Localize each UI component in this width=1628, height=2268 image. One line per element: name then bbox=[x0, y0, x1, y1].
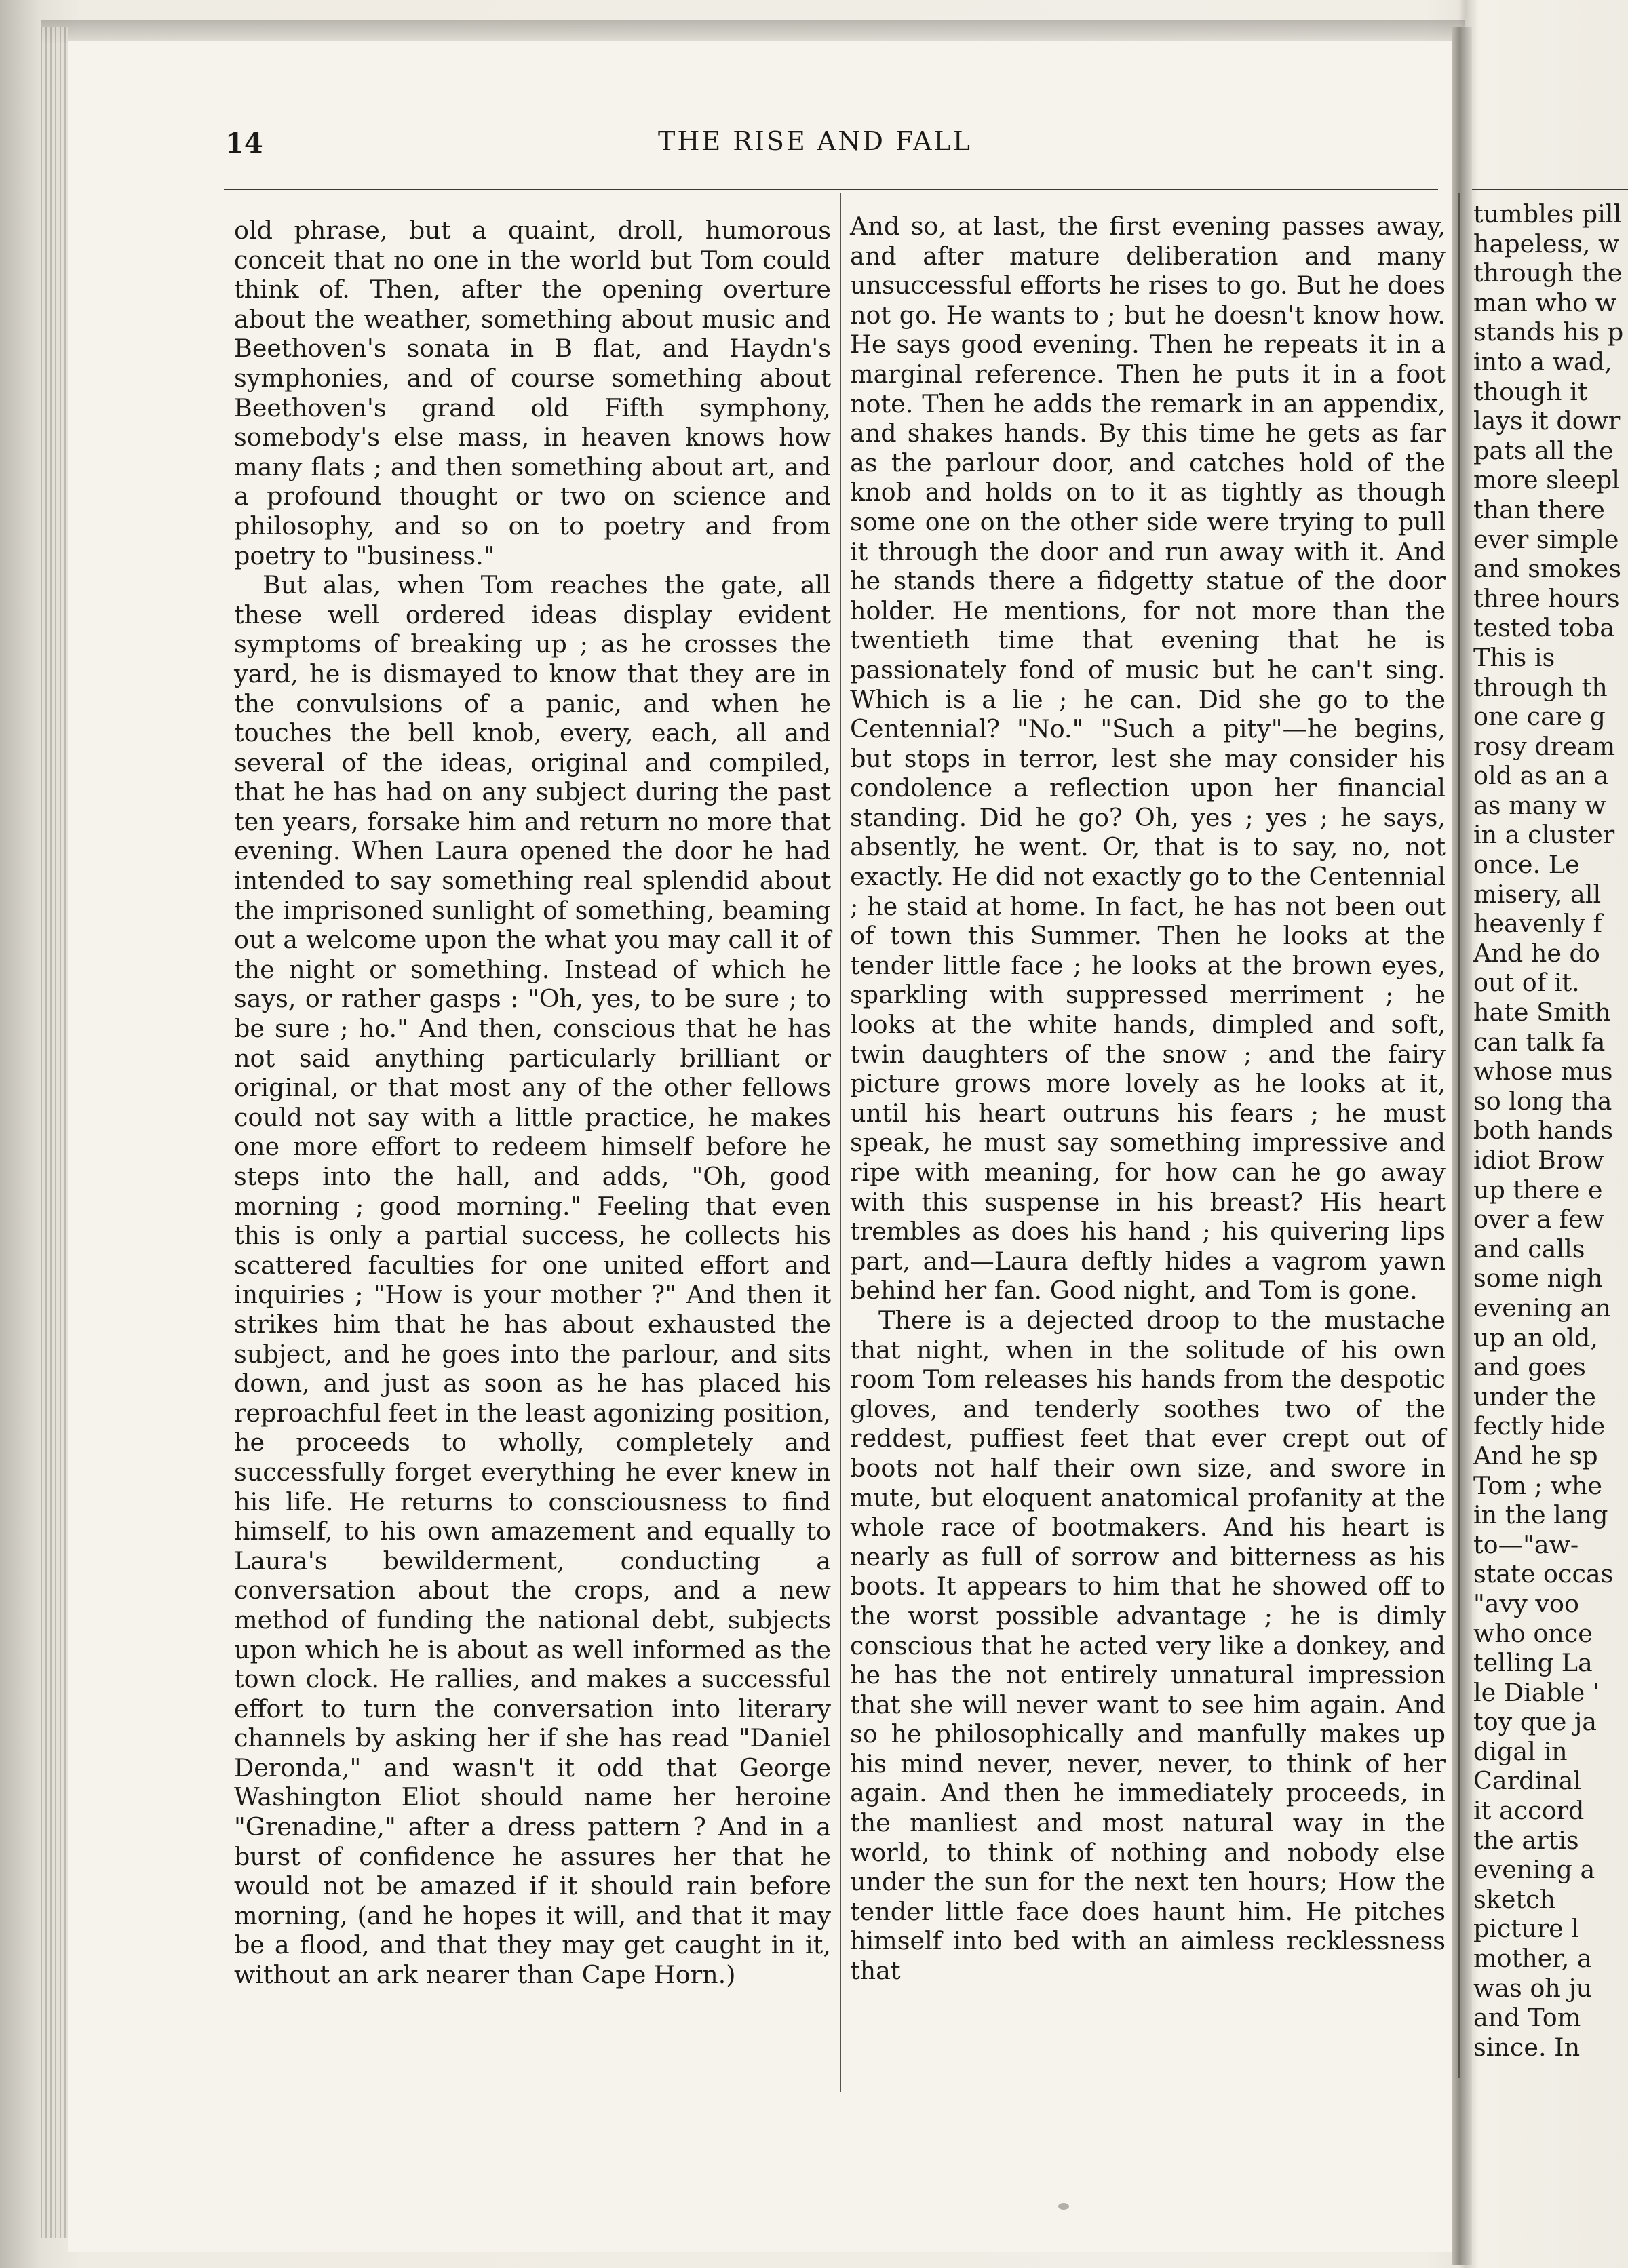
facing-page-line: heavenly f bbox=[1473, 909, 1603, 939]
text-column-left bbox=[234, 216, 831, 1990]
facing-page-line: up an old, bbox=[1473, 1323, 1598, 1352]
facing-page-line: to—"aw- bbox=[1473, 1529, 1579, 1559]
facing-page-line: misery, all bbox=[1473, 879, 1602, 909]
facing-page-line: pats all the bbox=[1473, 435, 1614, 465]
facing-page-line: than there bbox=[1473, 494, 1605, 524]
facing-page-line: the artis bbox=[1473, 1825, 1579, 1855]
facing-page-line: evening a bbox=[1473, 1855, 1595, 1885]
text-column-right bbox=[850, 212, 1446, 1986]
column-divider bbox=[840, 193, 841, 2092]
facing-page-line: was oh ju bbox=[1473, 1973, 1593, 2003]
facing-page-line: idiot Brow bbox=[1473, 1146, 1604, 1175]
paragraph: But alas, when Tom reaches the gate, all these well ordered ideas display evident symptoms of breaking up ; as he crosses the yard, he is dismayed to know that they are in the convulsions of a panic, and when he touches the bell knob, every, each, all and several of the ideas, original and compiled, that he has had on any subject during the past ten years, forsake him and return no more that evening. When Laura opened the door he had intended to say something real splendid about the imprisoned sunlight of something, beaming out a welcome upon the what you may call it of the night or something. Instead of which he says, or rather gasps : "Oh, yes, to be sure ; to be sure ; ho." And then, conscious that he has not said anything particularly brilliant or original, or that most any of the other fellows could not say with a little practice, he makes one more effort to redeem himself before he steps into the hall, and adds, "Oh, good morning ; good morning." Feeling that even this is only a partial success, he collects his scattered faculties for one united effort and inquiries ; "How is your mother ?" And then it strikes him that he has about exhausted the subject, and he goes into the parlour, and sits down, and just as soon as he has placed his reproachful feet in the least agonizing position, he proceeds to wholly, completely and successfully forget everything he ever knew in his life. He returns to consciousness to find himself, to his own amazement and equally to Laura's bewilderment, conducting a conversation about the crops, and a new method of funding the national debt, subjects upon which he is about as well informed as the town clock. He rallies, and makes a successful effort to turn the conversation into literary channels by asking her if she has read "Daniel Deronda," and wasn't it odd that George Washington Eliot should name her heroine "Grenadine," after a dress pattern ? And in a burst of confidence he assures her that he would not be amazed if it should rain before morning, (and he hopes it will, and that it may be a flood, and that they may get caught in it, without an ark nearer than Cape Horn.) bbox=[234, 570, 831, 1990]
facing-page-line: up there e bbox=[1473, 1175, 1603, 1205]
facing-page-line: fectly hide bbox=[1473, 1411, 1606, 1441]
facing-page-line: under the bbox=[1473, 1382, 1596, 1411]
paragraph: old phrase, but a quaint, droll, humorous conceit that no one in the world but Tom could think of. Then, after the opening overture about the weather, something about music and Beethoven's sonata in B flat, and Haydn's symphonies, and of course something about Beethoven's grand old Fifth symphony, somebody's else mass, in heaven knows how many flats ; and then something about art, and a profound thought or two on science and philosophy, and so on to poetry and from poetry to "business." bbox=[234, 216, 831, 570]
facing-page-line: And he do bbox=[1473, 938, 1600, 968]
facing-page-line: one care g bbox=[1473, 702, 1606, 732]
paragraph: And so, at last, the first evening passes away, and after mature deliberation and many unsuccessful efforts he rises to go. But he does not go. He wants to ; but he doesn't know how. He says good evening. Then he repeats it in a marginal reference. Then he puts it in a foot note. Then he adds the remark in an appendix, and shakes hands. By this time he gets as far as the parlour door, and catches hold of the knob and holds on to it as tightly as though some one on the other side were trying to pull it through the door and run away with it. And he stands there a fidgetty statue of the door holder. He mentions, for not more than the twentieth time that evening that he is passionately fond of music but he can't sing. Which is a lie ; he can. Did she go to the Centennial? "No." "Such a pity"—he begins, but stops in terror, lest she may consider his condolence a reflection upon her financial standing. Did he go? Oh, yes ; yes ; he says, absently, he went. Or, that is to say, no, not exactly. He did not exactly go to the Centennial ; he staid at home. In fact, he has not been out of town this Summer. Then he looks at the tender little face ; he looks at the brown eyes, sparkling with suppressed merriment ; he looks at the white hands, dimpled and soft, twin daughters of the snow ; and the fairy picture grows more lovely as he looks at it, until his heart outruns his fears ; he must speak, he must say something impressive and ripe with meaning, for how can he go away with this suspense in his breast? His heart trembles as does his hand ; his quivering lips part, and—Laura deftly hides a vagrom yawn behind her fan. Good night, and Tom is gone. bbox=[850, 212, 1446, 1306]
facing-page-line: telling La bbox=[1473, 1648, 1593, 1678]
facing-page-line: This is bbox=[1473, 642, 1555, 672]
facing-page-line: "avy voo bbox=[1473, 1588, 1579, 1618]
facing-page-line: three hours bbox=[1473, 583, 1620, 613]
facing-page-line: lays it dowr bbox=[1473, 406, 1621, 436]
facing-page-line: more sleepl bbox=[1473, 465, 1620, 495]
facing-page-line: since. In bbox=[1473, 2032, 1581, 2062]
facing-page-line: it accord bbox=[1473, 1796, 1585, 1826]
facing-page-line: as many w bbox=[1473, 790, 1606, 820]
facing-page-line: and smokes bbox=[1473, 554, 1622, 584]
facing-page-line: picture l bbox=[1473, 1914, 1579, 1944]
facing-page-line: state occas bbox=[1473, 1559, 1614, 1589]
facing-page-line: man who w bbox=[1473, 288, 1617, 317]
facing-page-line: over a few bbox=[1473, 1205, 1604, 1234]
facing-page-line: le Diable ' bbox=[1473, 1677, 1600, 1707]
facing-page-line: through the bbox=[1473, 258, 1623, 288]
facing-page-header-rule bbox=[1472, 189, 1628, 190]
book-gutter bbox=[1452, 27, 1472, 2265]
facing-page-line: tumbles pill bbox=[1473, 199, 1622, 229]
running-title: THE RISE AND FALL bbox=[658, 126, 972, 156]
facing-page-line: hapeless, w bbox=[1473, 229, 1620, 258]
facing-page-line: can talk fa bbox=[1473, 1027, 1606, 1057]
facing-page-line: in the lang bbox=[1473, 1500, 1608, 1530]
facing-page-line: And he sp bbox=[1473, 1441, 1598, 1470]
facing-page-line: and goes bbox=[1473, 1352, 1586, 1382]
facing-page-line: some nigh bbox=[1473, 1264, 1603, 1293]
facing-page-line: ever simple bbox=[1473, 524, 1619, 554]
facing-page-line: in a cluster bbox=[1473, 820, 1615, 850]
page-number: 14 bbox=[225, 128, 263, 159]
facing-page-line: mother, a bbox=[1473, 1944, 1592, 1974]
facing-page-line: who once bbox=[1473, 1618, 1593, 1648]
facing-page-line: both hands bbox=[1473, 1116, 1613, 1146]
facing-page-line: and calls bbox=[1473, 1234, 1585, 1264]
book-page-edges bbox=[41, 27, 68, 2238]
facing-page-line: Cardinal bbox=[1473, 1766, 1582, 1796]
ink-smudge bbox=[1058, 2203, 1069, 2210]
facing-page-line: into a wad, bbox=[1473, 347, 1612, 376]
facing-page-line: tested toba bbox=[1473, 613, 1615, 643]
facing-page-line: though it bbox=[1473, 376, 1588, 406]
facing-page-line: digal in bbox=[1473, 1736, 1568, 1766]
facing-page-cropped-column bbox=[1473, 199, 1628, 2098]
facing-page-line: toy que ja bbox=[1473, 1707, 1597, 1737]
facing-page-line: rosy dream bbox=[1473, 731, 1616, 761]
facing-page-line: Tom ; whe bbox=[1473, 1470, 1602, 1500]
facing-page-line: once. Le bbox=[1473, 850, 1580, 880]
facing-page-line: so long tha bbox=[1473, 1086, 1612, 1116]
facing-page-line: whose mus bbox=[1473, 1057, 1613, 1087]
header-rule bbox=[224, 189, 1438, 190]
facing-page-line: and Tom bbox=[1473, 2003, 1581, 2033]
facing-page-line: out of it. bbox=[1473, 968, 1580, 998]
facing-page-edge bbox=[1458, 193, 1460, 2078]
facing-page-line: evening an bbox=[1473, 1293, 1611, 1323]
paragraph: There is a dejected droop to the mustache that night, when in the solitude of his own room Tom releases his hands from the despotic gloves, and tenderly soothes two of the reddest, puffiest feet that ever crept out of boots not half their own size, and swore in mute, but eloquent anatomical profanity at the whole race of bootmakers. And his heart is nearly as full of sorrow and bitterness as his boots. It appears to him that he showed off to the worst possible advantage ; he is dimly conscious that he acted very like a donkey, and he has the not entirely unnatural impression that she will never want to see him again. And so he philosophically and manfully makes up his mind never, never, never, to think of her again. And then he immediately proceeds, in the manliest and most natural way in the world, to think of nothing and nobody else under the sun for the next ten hours; How the tender little face does haunt him. He pitches himself into bed with an aimless recklessness that bbox=[850, 1305, 1446, 1986]
facing-page-line: hate Smith bbox=[1473, 998, 1611, 1028]
facing-page-line: through th bbox=[1473, 672, 1608, 702]
facing-page-line: old as an a bbox=[1473, 761, 1609, 791]
facing-page-line: sketch bbox=[1473, 1884, 1556, 1914]
scan-top-shadow bbox=[41, 20, 1465, 43]
facing-page-line: stands his p bbox=[1473, 317, 1624, 347]
